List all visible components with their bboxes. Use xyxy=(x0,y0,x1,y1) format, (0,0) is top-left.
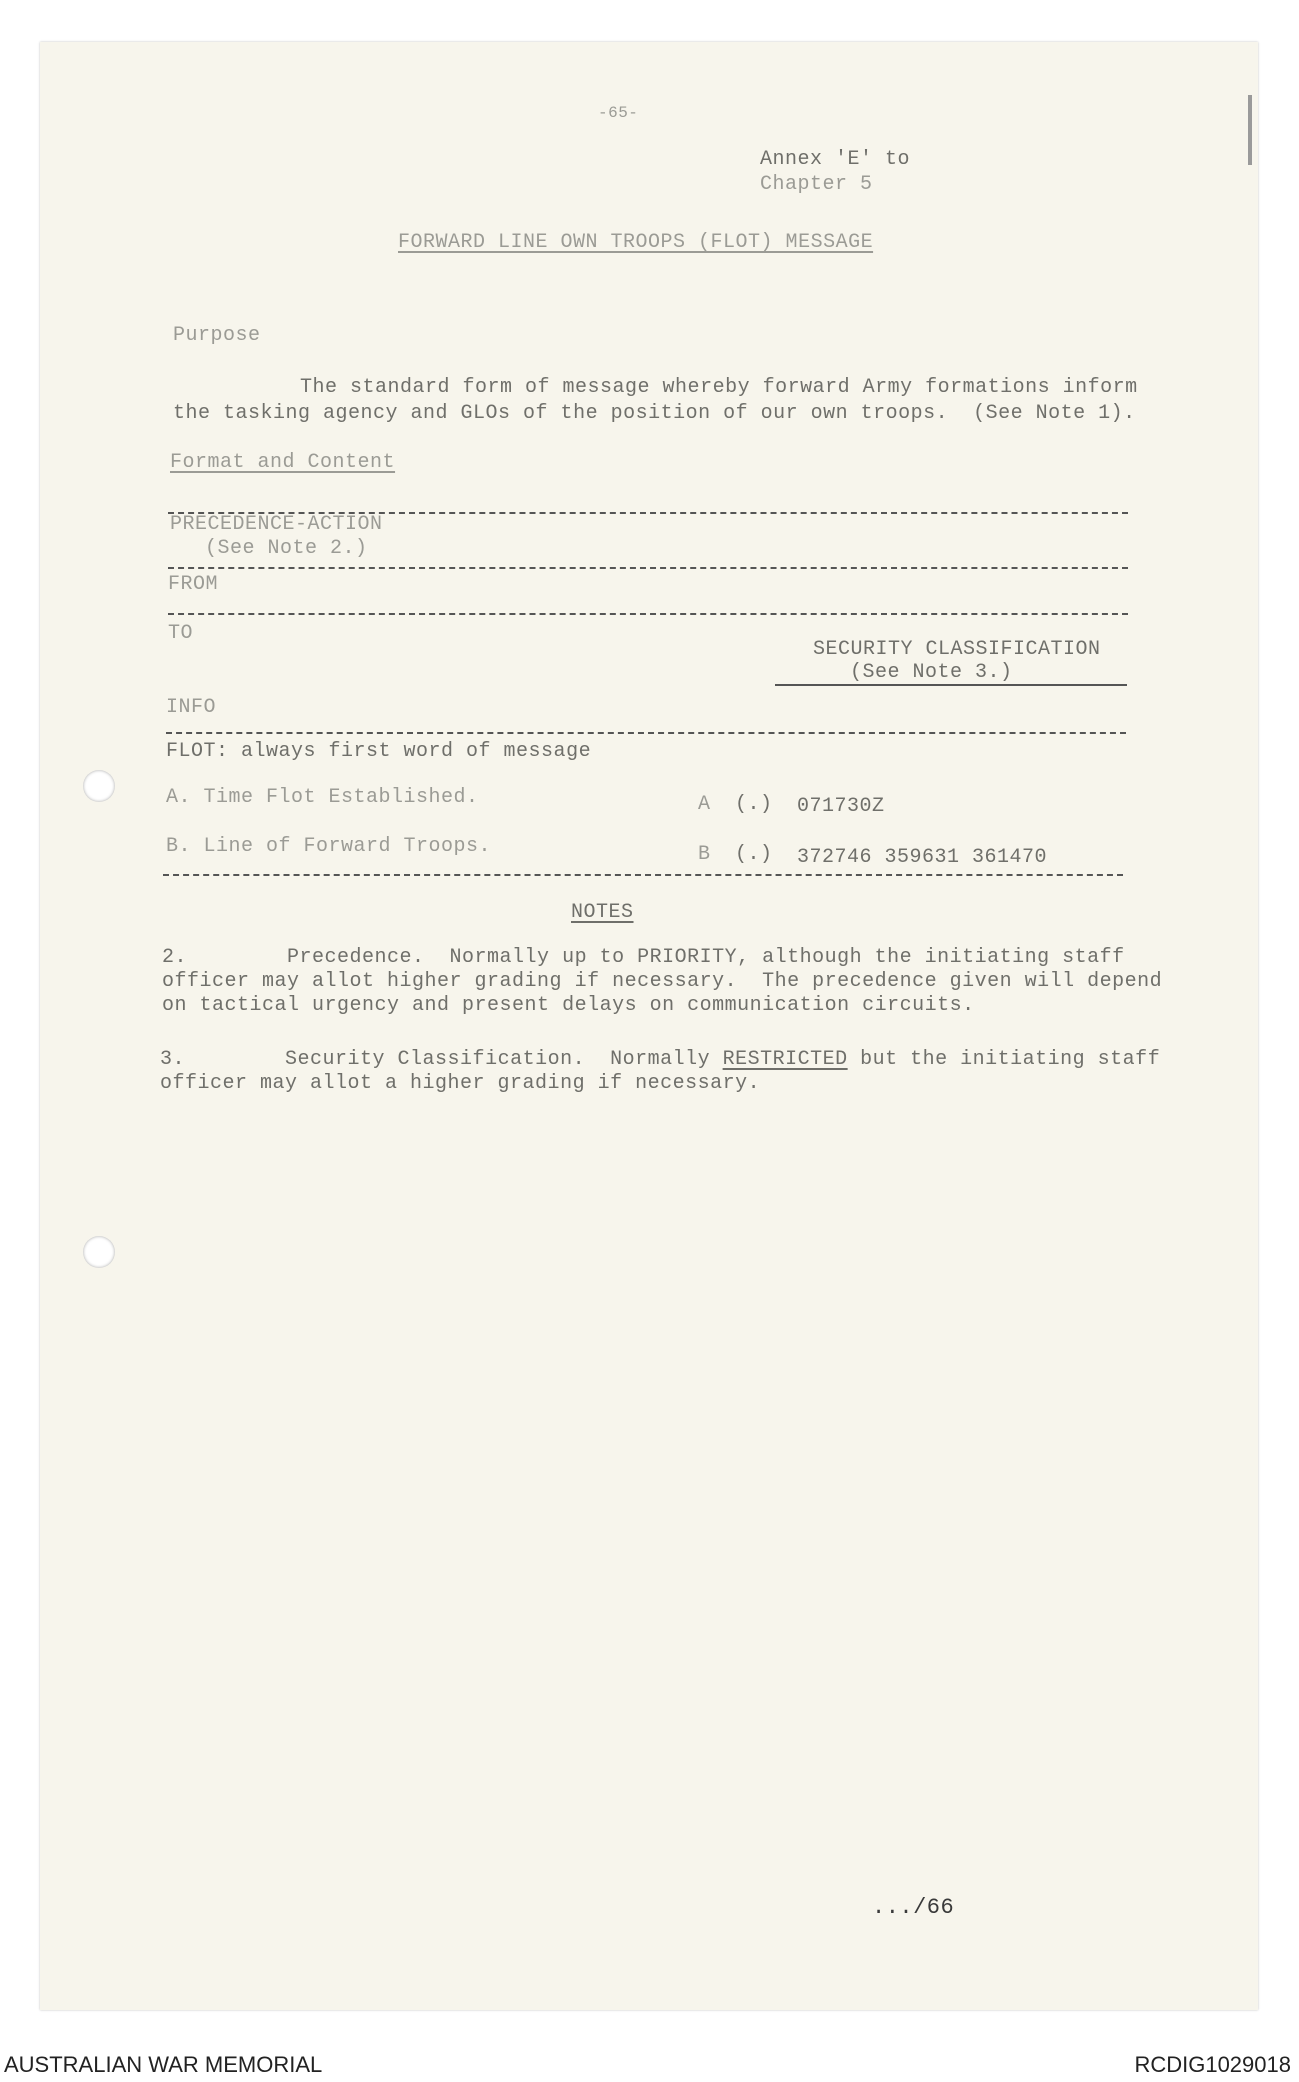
row-b-letter: B xyxy=(698,843,711,866)
precedence-note: (See Note 2.) xyxy=(205,537,368,560)
note-3-line-2: officer may allot a higher grading if necessary. xyxy=(160,1072,761,1095)
note-2-line-3: on tactical urgency and present delays on communication circuits. xyxy=(162,994,975,1017)
to-field: TO xyxy=(168,622,194,645)
restricted-term: RESTRICTED xyxy=(722,1048,848,1071)
security-note: (See Note 3.) xyxy=(850,661,1013,684)
from-field: FROM xyxy=(168,573,219,596)
info-field: INFO xyxy=(166,696,217,719)
notes-heading: NOTES xyxy=(571,901,634,924)
format-heading: Format and Content xyxy=(170,451,396,474)
row-b-label: B. Line of Forward Troops. xyxy=(166,835,492,858)
purpose-heading: Purpose xyxy=(173,324,261,347)
row-b-stop: (.) xyxy=(735,843,773,866)
annex-line-1: Annex 'E' to xyxy=(760,148,911,171)
note-3-title: Security Classification. Normally xyxy=(285,1048,723,1071)
continuation-marker: .../66 xyxy=(872,1895,955,1920)
note-2 xyxy=(162,946,1162,1018)
form-rule xyxy=(163,874,1123,876)
form-rule xyxy=(166,732,1126,734)
row-a-letter: A xyxy=(698,793,711,816)
page-number: -65- xyxy=(598,104,639,122)
page-edge-mark xyxy=(1248,95,1252,165)
row-a-label: A. Time Flot Established. xyxy=(166,786,479,809)
form-rule xyxy=(168,613,1128,615)
row-b-value: 372746 359631 361470 xyxy=(797,846,1048,869)
note-3 xyxy=(160,1048,1160,1096)
footer-id: RCDIG1029018 xyxy=(1134,2052,1291,2077)
row-a-value: 071730Z xyxy=(797,795,885,818)
precedence-field: PRECEDENCE-ACTION xyxy=(170,513,383,536)
purpose-line-1: The standard form of message whereby forward Army formations inform xyxy=(300,376,1138,399)
document-title: FORWARD LINE OWN TROOPS (FLOT) MESSAGE xyxy=(398,231,874,254)
note-3-rest: but the initiating staff xyxy=(847,1048,1161,1071)
punch-hole xyxy=(83,1236,115,1268)
purpose-line-2: the tasking agency and GLOs of the position of our own troops. (See Note 1). xyxy=(173,402,1136,425)
note-3-number: 3. xyxy=(160,1048,186,1071)
security-classification-field: SECURITY CLASSIFICATION xyxy=(813,638,1101,661)
annex-line-2: Chapter 5 xyxy=(760,173,873,196)
footer-source: AUSTRALIAN WAR MEMORIAL xyxy=(4,2052,323,2077)
security-rule xyxy=(775,684,1127,686)
flot-instruction: FLOT: always first word of message xyxy=(166,740,592,763)
note-2-line-2: officer may allot higher grading if necessary. The precedence given will depend xyxy=(162,970,1163,993)
punch-hole xyxy=(83,770,115,802)
row-a-stop: (.) xyxy=(735,793,773,816)
note-2-line-1: 2. Precedence. Normally up to PRIORITY, although the initiating staff xyxy=(162,946,1125,969)
form-rule xyxy=(168,567,1128,569)
